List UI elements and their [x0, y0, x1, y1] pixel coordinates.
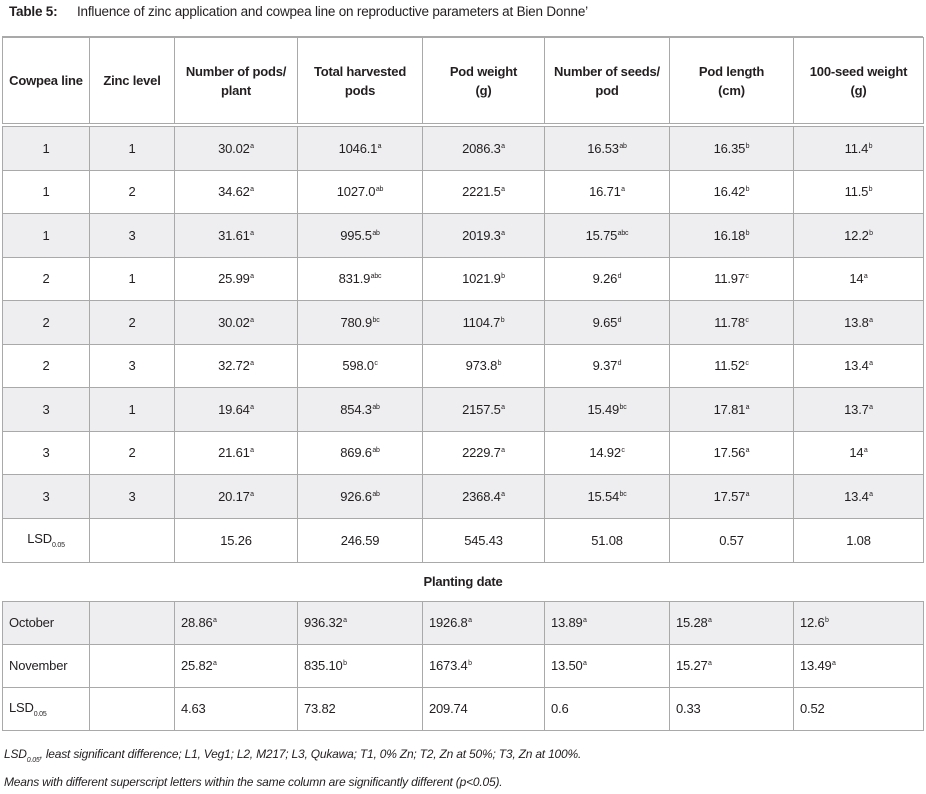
planting-date-label: October [3, 601, 90, 644]
column-header-line2: (cm) [718, 82, 745, 98]
value-cell [423, 127, 545, 171]
value-cell [670, 127, 794, 171]
value-cell-value: 1027.0 [336, 184, 376, 200]
value-cell-value: 598.0 [342, 358, 374, 374]
column-header-line1: Zinc level [103, 73, 161, 88]
column-header [90, 38, 175, 124]
column-header-line1: Pod weight [449, 63, 518, 79]
planting-date-title: Planting date [3, 562, 924, 601]
table-row [3, 431, 924, 475]
value-cell [175, 301, 298, 345]
value-cell-superscript: ab [372, 403, 380, 411]
cowpea-line-cell: 3 [3, 431, 90, 475]
value-cell-value: 20.17 [218, 488, 250, 504]
value-cell-value: 926.6 [340, 488, 372, 504]
value-cell [670, 257, 794, 301]
cowpea-line-cell: 2 [3, 301, 90, 345]
value-cell [670, 601, 794, 644]
value-cell-value: 13.89 [551, 615, 583, 630]
value-cell-superscript: b [745, 229, 750, 237]
value-cell-superscript: a [869, 316, 873, 324]
value-cell [545, 601, 670, 644]
value-cell-superscript: a [745, 403, 750, 411]
value-cell-value: 11.78 [714, 314, 745, 330]
planting-date-label: November [3, 644, 90, 687]
value-cell-value: 15.54 [587, 488, 620, 504]
value-cell-superscript: a [250, 186, 254, 194]
value-cell-superscript: a [863, 273, 868, 281]
value-cell [298, 475, 423, 519]
column-header [3, 38, 90, 124]
value-cell-value: 34.62 [218, 184, 250, 200]
value-cell-value: 15.27 [676, 658, 708, 673]
value-cell-value: 869.6 [340, 445, 372, 461]
value-cell-value: 2368.4 [462, 488, 501, 504]
value-cell [298, 388, 423, 432]
value-cell-value: 13.4 [844, 358, 869, 374]
zinc-level-cell: 1 [90, 388, 175, 432]
value-cell [794, 170, 924, 214]
column-header-line2: (g) [475, 82, 492, 98]
value-cell-superscript: b [500, 316, 505, 324]
lsd-value-cell: 73.82 [298, 687, 423, 730]
value-cell-superscript: a [583, 617, 587, 624]
caption-label: Table 5: [9, 4, 58, 19]
value-cell [298, 601, 423, 644]
value-cell [794, 601, 924, 644]
cowpea-line-cell: 2 [3, 257, 90, 301]
column-header-line2: (g) [850, 82, 867, 98]
cowpea-line-cell: 2 [3, 344, 90, 388]
value-cell-value: 14.92 [589, 445, 621, 461]
cowpea-line-cell: 1 [3, 170, 90, 214]
value-cell [175, 214, 298, 258]
value-cell [423, 257, 545, 301]
value-cell-value: 16.53 [587, 140, 619, 156]
value-cell-value: 21.61 [218, 445, 250, 461]
zinc-level-cell: 1 [90, 127, 175, 171]
value-cell [794, 388, 924, 432]
value-cell [175, 601, 298, 644]
value-cell-value: 15.75 [585, 227, 618, 243]
value-cell-superscript: a [501, 490, 505, 498]
cowpea-line-cell: 3 [3, 475, 90, 519]
value-cell-value: 936.32 [304, 615, 343, 630]
value-cell-value: 2157.5 [462, 401, 501, 417]
value-cell [423, 301, 545, 345]
zinc-level-cell: 3 [90, 475, 175, 519]
value-cell [298, 257, 423, 301]
value-cell [670, 214, 794, 258]
table-row [3, 214, 924, 258]
value-cell-superscript: c [621, 447, 625, 455]
value-cell-value: 1673.4 [429, 658, 468, 673]
table-row [3, 301, 924, 345]
value-cell [175, 257, 298, 301]
value-cell-value: 9.65 [592, 314, 618, 330]
value-cell-value: 11.97 [714, 271, 745, 287]
empty-cell [90, 687, 175, 730]
value-cell [175, 475, 298, 519]
value-cell-value: 28.86 [181, 615, 213, 630]
value-cell [545, 644, 670, 687]
value-cell [175, 127, 298, 171]
value-cell-value: 1046.1 [338, 140, 378, 156]
value-cell-value: 32.72 [218, 358, 250, 374]
column-header [298, 38, 423, 124]
value-cell-superscript: b [869, 229, 873, 237]
value-cell-superscript: d [617, 316, 622, 324]
value-cell [670, 344, 794, 388]
value-cell-superscript: ab [619, 142, 627, 150]
results-table [2, 37, 924, 731]
value-cell-value: 11.5 [844, 184, 869, 200]
value-cell [794, 257, 924, 301]
value-cell-value: 17.56 [713, 445, 746, 461]
value-cell-superscript: a [501, 447, 505, 455]
value-cell [670, 475, 794, 519]
lsd-value-cell: 545.43 [423, 518, 545, 562]
value-cell [298, 127, 423, 171]
value-cell-superscript: a [501, 229, 505, 237]
column-header-line1: 100-seed weight [809, 63, 908, 79]
value-cell-value: 11.4 [844, 140, 869, 156]
value-cell-value: 13.49 [800, 658, 832, 673]
table-row [3, 170, 924, 214]
value-cell-superscript: a [377, 142, 382, 150]
header-row [3, 38, 924, 124]
value-cell [670, 301, 794, 345]
empty-cell [90, 644, 175, 687]
table-caption [9, 4, 588, 24]
value-cell [298, 431, 423, 475]
value-cell-superscript: a [213, 617, 217, 624]
footnote-abbreviations [4, 747, 581, 764]
cowpea-line-cell: 3 [3, 388, 90, 432]
value-cell [794, 644, 924, 687]
value-cell-superscript: bc [372, 316, 380, 324]
value-cell-value: 31.61 [218, 227, 250, 243]
value-cell-value: 2086.3 [462, 140, 501, 156]
value-cell [423, 475, 545, 519]
value-cell-superscript: a [745, 490, 750, 498]
lsd-value-cell: 209.74 [423, 687, 545, 730]
column-header [175, 38, 298, 124]
value-cell-superscript: a [213, 660, 217, 667]
value-cell-superscript: c [745, 316, 749, 324]
value-cell [423, 344, 545, 388]
value-cell-superscript: b [868, 142, 873, 150]
value-cell-value: 12.2 [844, 227, 869, 243]
value-cell-superscript: a [832, 660, 836, 667]
column-header [423, 38, 545, 124]
value-cell-superscript: ab [372, 490, 380, 498]
value-cell-superscript: c [745, 273, 749, 281]
value-cell [298, 344, 423, 388]
value-cell-value: 11.52 [714, 358, 745, 374]
value-cell-value: 25.82 [181, 658, 213, 673]
value-cell [423, 170, 545, 214]
value-cell-superscript: a [621, 186, 625, 194]
value-cell-superscript: a [745, 447, 750, 455]
zinc-level-cell: 2 [90, 431, 175, 475]
footnote-lsd: LSD [4, 747, 27, 761]
value-cell [175, 431, 298, 475]
lsd-value-cell: 1.08 [794, 518, 924, 562]
value-cell [794, 431, 924, 475]
value-cell-superscript: ab [372, 229, 380, 237]
value-cell [545, 475, 670, 519]
value-cell [175, 644, 298, 687]
value-cell [670, 388, 794, 432]
value-cell-superscript: a [250, 229, 254, 237]
value-cell-value: 17.57 [713, 488, 746, 504]
column-header [670, 38, 794, 124]
column-header-line1: Number of pods/ [185, 63, 287, 79]
value-cell-superscript: a [708, 660, 712, 667]
column-header-line1: Cowpea line [9, 73, 83, 88]
value-cell-value: 995.5 [340, 227, 372, 243]
zinc-level-cell: 3 [90, 214, 175, 258]
value-cell-value: 831.9 [338, 271, 371, 287]
value-cell-superscript: ab [372, 447, 380, 455]
value-cell-superscript: b [868, 186, 873, 194]
value-cell-value: 973.8 [465, 358, 498, 374]
value-cell-superscript: a [869, 490, 873, 498]
value-cell-superscript: a [501, 142, 505, 150]
value-cell-value: 854.3 [340, 401, 372, 417]
value-cell-superscript: a [708, 617, 712, 624]
value-cell-superscript: d [617, 360, 622, 368]
value-cell-superscript: a [468, 617, 472, 624]
value-cell-superscript: c [374, 360, 378, 368]
lsd-label-cell [3, 518, 90, 562]
zinc-level-cell: 2 [90, 170, 175, 214]
value-cell-superscript: a [869, 403, 873, 411]
value-cell [298, 170, 423, 214]
value-cell-superscript: b [343, 660, 347, 667]
value-cell [794, 301, 924, 345]
lsd-value-cell: 15.26 [175, 518, 298, 562]
footnote-significance: Means with different superscript letters within the same column are significantly different (p<0.05). [4, 775, 503, 789]
lsd-subscript: 0.05 [51, 542, 65, 549]
value-cell-superscript: b [497, 360, 502, 368]
table-row [3, 127, 924, 171]
value-cell-value: 16.35 [713, 140, 746, 156]
lsd-value-cell: 0.6 [545, 687, 670, 730]
value-cell-value: 12.6 [800, 615, 825, 630]
planting-date-header-row [3, 562, 924, 601]
value-cell [423, 388, 545, 432]
column-header-line2: plant [220, 82, 252, 98]
table-row [3, 257, 924, 301]
value-cell-superscript: a [501, 403, 505, 411]
value-cell-value: 13.4 [844, 488, 869, 504]
value-cell-superscript: b [825, 617, 829, 624]
value-cell-value: 15.28 [676, 615, 708, 630]
lsd-label: LSD [9, 699, 34, 715]
column-header [794, 38, 924, 124]
value-cell [794, 127, 924, 171]
value-cell [298, 214, 423, 258]
value-cell [545, 388, 670, 432]
value-cell-superscript: a [250, 360, 254, 368]
value-cell-superscript: abc [370, 273, 382, 281]
lsd-value-cell: 51.08 [545, 518, 670, 562]
value-cell [423, 601, 545, 644]
zinc-level-cell: 2 [90, 301, 175, 345]
column-header-line1: Number of seeds/ [554, 63, 660, 79]
empty-cell [90, 518, 175, 562]
value-cell [670, 170, 794, 214]
column-header-line2: pods [344, 82, 376, 98]
value-cell-superscript: d [617, 273, 622, 281]
value-cell-value: 14 [849, 271, 864, 287]
column-header-line1: Pod length [698, 63, 765, 79]
value-cell-value: 1926.8 [429, 615, 468, 630]
value-cell-value: 13.50 [551, 658, 583, 673]
value-cell [545, 170, 670, 214]
value-cell-superscript: a [250, 316, 254, 324]
cowpea-line-cell: 1 [3, 127, 90, 171]
value-cell-value: 30.02 [218, 314, 250, 330]
value-cell-superscript: a [583, 660, 587, 667]
value-cell [545, 214, 670, 258]
planting-date-row [3, 644, 924, 687]
planting-lsd-row [3, 687, 924, 730]
value-cell-value: 835.10 [304, 658, 343, 673]
value-cell-superscript: a [250, 273, 254, 281]
value-cell [175, 344, 298, 388]
value-cell-value: 9.37 [592, 358, 618, 374]
value-cell-superscript: a [863, 447, 868, 455]
value-cell-superscript: b [745, 186, 750, 194]
lsd-value-cell: 0.57 [670, 518, 794, 562]
value-cell-superscript: bc [619, 403, 627, 411]
value-cell-value: 17.81 [713, 401, 746, 417]
value-cell-value: 1021.9 [462, 271, 501, 287]
value-cell-value: 2221.5 [462, 184, 501, 200]
lsd-row [3, 518, 924, 562]
value-cell-value: 16.71 [589, 184, 621, 200]
value-cell-value: 2229.7 [462, 445, 501, 461]
footnote-abbrev-text: , least significant difference; L1, Veg1; L2, M217; L3, Qukawa; T1, 0% Zn; T2, Zn at 50%; T3, Zn at 100%. [39, 747, 582, 761]
column-header-line2: pod [595, 82, 619, 98]
value-cell [175, 170, 298, 214]
lsd-value-cell: 0.33 [670, 687, 794, 730]
zinc-level-cell: 3 [90, 344, 175, 388]
value-cell-value: 9.26 [592, 271, 618, 287]
value-cell-superscript: a [250, 490, 254, 498]
value-cell [298, 644, 423, 687]
value-cell-superscript: a [343, 617, 347, 624]
lsd-label-cell [3, 687, 90, 730]
value-cell-value: 14 [849, 445, 864, 461]
table-row [3, 344, 924, 388]
value-cell-superscript: c [745, 360, 749, 368]
value-cell [545, 301, 670, 345]
value-cell-superscript: b [468, 660, 472, 667]
value-cell-value: 13.8 [844, 314, 869, 330]
value-cell-superscript: a [869, 360, 873, 368]
planting-date-row [3, 601, 924, 644]
value-cell [423, 644, 545, 687]
cowpea-line-cell: 1 [3, 214, 90, 258]
lsd-value-cell: 4.63 [175, 687, 298, 730]
value-cell [545, 431, 670, 475]
value-cell-value: 16.42 [713, 184, 746, 200]
value-cell [794, 214, 924, 258]
value-cell-value: 780.9 [340, 314, 373, 330]
value-cell-value: 15.49 [587, 401, 620, 417]
value-cell-value: 25.99 [218, 271, 250, 287]
table-row [3, 475, 924, 519]
value-cell-value: 30.02 [218, 140, 250, 156]
value-cell [423, 431, 545, 475]
caption-text: Influence of zinc application and cowpea line on reproductive parameters at Bien Donne’ [77, 4, 588, 19]
column-header [545, 38, 670, 124]
zinc-level-cell: 1 [90, 257, 175, 301]
value-cell [670, 431, 794, 475]
value-cell [545, 257, 670, 301]
column-header-line1: Total harvested [313, 63, 407, 79]
value-cell-value: 2019.3 [462, 227, 501, 243]
value-cell [175, 388, 298, 432]
lsd-subscript: 0.05 [33, 710, 47, 718]
lsd-value-cell: 0.52 [794, 687, 924, 730]
lsd-value-cell: 246.59 [298, 518, 423, 562]
value-cell-superscript: ab [375, 186, 384, 194]
value-cell-superscript: abc [617, 229, 629, 237]
value-cell-superscript: a [250, 403, 254, 411]
value-cell-superscript: bc [619, 490, 627, 498]
value-cell-value: 16.18 [713, 227, 746, 243]
footnote-lsd-sub: 0.05 [26, 757, 40, 764]
value-cell-superscript: b [745, 142, 750, 150]
value-cell [545, 344, 670, 388]
value-cell [794, 344, 924, 388]
table-row [3, 388, 924, 432]
value-cell [545, 127, 670, 171]
value-cell-superscript: a [501, 186, 505, 194]
empty-cell [90, 601, 175, 644]
value-cell-value: 19.64 [218, 401, 250, 417]
value-cell-superscript: a [250, 142, 254, 150]
lsd-label: LSD [27, 531, 52, 546]
value-cell-value: 13.7 [844, 401, 869, 417]
value-cell [670, 644, 794, 687]
value-cell [298, 301, 423, 345]
value-cell-value: 1104.7 [462, 314, 501, 330]
value-cell [423, 214, 545, 258]
value-cell [794, 475, 924, 519]
value-cell-superscript: b [501, 273, 505, 281]
value-cell-superscript: a [250, 447, 254, 455]
